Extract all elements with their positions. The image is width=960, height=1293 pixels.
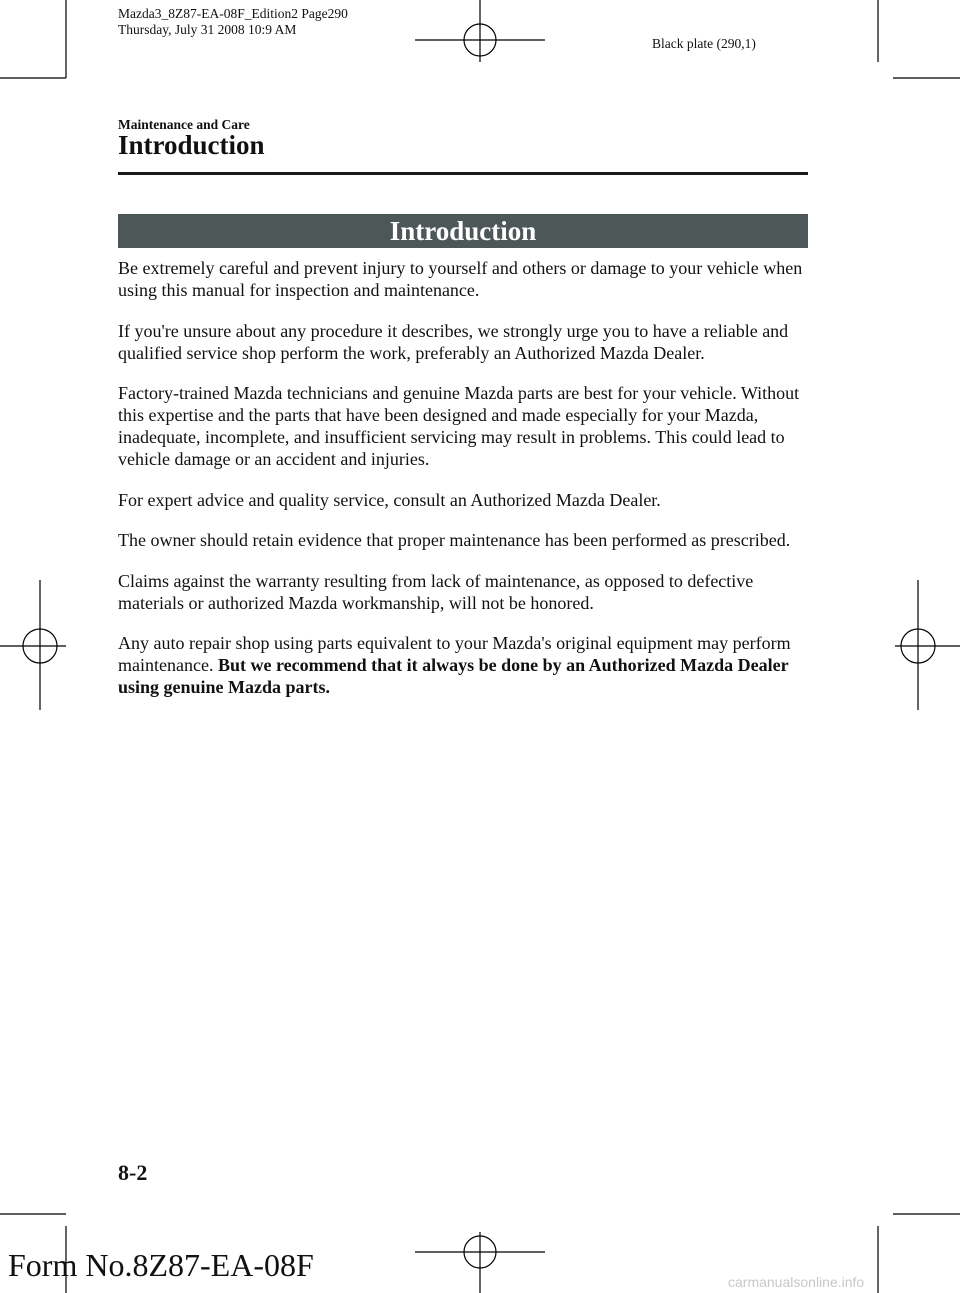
print-info-filename: Mazda3_8Z87-EA-08F_Edition2 Page290 [118,6,348,21]
paragraph-retain-evidence: The owner should retain evidence that proper maintenance has been performed as prescribed. [118,530,791,550]
print-info-timestamp: Thursday, July 31 2008 10:9 AM [118,22,297,37]
page-number: 8-2 [118,1160,148,1185]
heading-divider [118,172,808,175]
section-banner: Introduction [118,214,808,248]
recommendation-text: But we recommend that it always be done by an Authorized Mazda Dealer using genuine Mazda parts. [118,655,789,697]
paragraph-unsure: If you're unsure about any procedure it describes, we strongly urge you to have a reliable and qualified service shop perform the work, preferably an Authorized Mazda Dealer. [118,320,789,363]
print-info [118,6,348,38]
plate-label: Black plate (290,1) [652,36,756,51]
section-label: Maintenance and Care [118,117,250,132]
paragraph-safety: Be extremely careful and prevent injury to yourself and others or damage to your vehicle when using this manual for inspection and maintenance. [118,258,803,300]
paragraph-warranty-claims: Claims against the warranty resulting from lack of maintenance, as opposed to defective materials or authorized Mazda workmanship, will not be honored. [118,570,754,613]
watermark: carmanualsonline.info [728,1274,865,1290]
repair-shop-text: Any auto repair shop using parts equivalent to your Mazda's original equipment may perform maintenance. [118,633,791,675]
page-title: Introduction [118,130,265,160]
form-number: Form No.8Z87-EA-08F [8,1247,314,1283]
paragraph-expert-advice: For expert advice and quality service, consult an Authorized Mazda Dealer. [118,489,661,510]
body-text [118,257,818,717]
paragraph-repair-shop [118,632,818,698]
paragraph-factory-trained: Factory-trained Mazda technicians and genuine Mazda parts are best for your vehicle. Without this expertise and the parts that have been designed and made especially for your Mazda, inadequate, incomplete, and insufficient servicing may result in problems. This could lead to vehicle damage or an accident and injuries. [118,383,800,469]
